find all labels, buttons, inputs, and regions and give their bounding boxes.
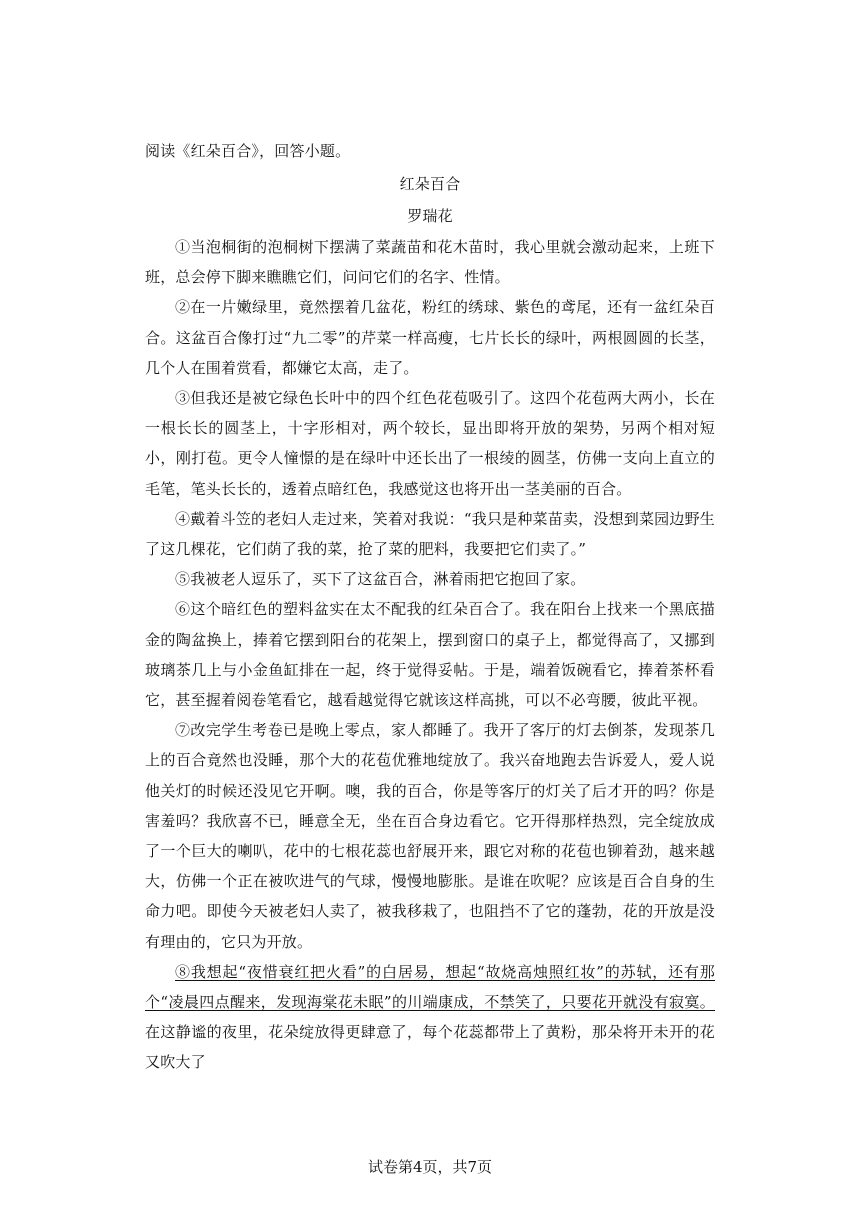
page-footer: 试卷第4页，共7页 bbox=[367, 1158, 493, 1176]
paragraph-4: ④戴着斗笠的老妇人走过来，笑着对我说：“我只是种菜苗卖，没想到菜园边野生了这几棵花，它们荫了我的菜，抢了菜的肥料，我要把它们卖了。” bbox=[145, 509, 715, 559]
reading-passage bbox=[145, 136, 715, 1078]
article-title: 红朵百合 bbox=[399, 175, 461, 193]
paragraph-7: ⑦改完学生考卷已是晚上零点，家人都睡了。我开了客厅的灯去倒茶，发现茶几上的百合竟然也没睡，那个大的花苞优雅地绽放了。我兴奋地跑去告诉爱人，爱人说他关灯的时候还没见它开啊。噢，我的百合，你是等客厅的灯关了后才开的吗？你是害羞吗？我欣喜不已，睡意全无，坐在百合身边看它。它开得那样热烈，完全绽放成了一个巨大的喇叭，花中的七根花蕊也舒展开来，跟它对称的花苞也铆着劲，越来越大，仿佛一个正在被吹进气的气球，慢慢地膨胀。是谁在吹呢？应该是百合自身的生命力吧。即使今天被老妇人卖了，被我移栽了，也阻挡不了它的蓬勃，花的开放是没有理由的，它只为开放。 bbox=[145, 721, 715, 951]
paragraph-8 bbox=[145, 957, 715, 1078]
paragraph-8-rest: 在这静谧的夜里，花朵绽放得更肆意了，每个花蕊都带上了黄粉，那朵将开未开的花又吹大了 bbox=[145, 1023, 715, 1072]
paragraph-1: ①当泡桐街的泡桐树下摆满了菜蔬苗和花木苗时，我心里就会激动起来，上班下班，总会停下脚来瞧瞧它们，问问它们的名字、性情。 bbox=[145, 238, 715, 287]
paragraph-6: ⑥这个暗红色的塑料盆实在太不配我的红朵百合了。我在阳台上找来一个黑底描金的陶盆换上，捧着它摆到阳台的花架上，摆到窗口的桌子上，都觉得高了，又挪到玻璃茶几上与小金鱼缸排在一起，终于觉得妥帖。于是，端着饭碗看它，捧着茶杯看它，甚至握着阅卷笔看它，越看越觉得它就该这样高挑，可以不必弯腰，彼此平视。 bbox=[145, 600, 715, 710]
paragraph-2: ②在一片嫩绿里，竟然摆着几盆花，粉红的绣球、紫色的鸢尾，还有一盆红朵百合。这盆百合像打过“九二零”的芹菜一样高瘦，七片长长的绿叶，两根圆圆的长茎，几个人在围着赏看，都嫌它太高，走了。 bbox=[145, 298, 715, 377]
question-intro: 阅读《红朵百合》，回答小题。 bbox=[145, 142, 351, 160]
paragraph-5: ⑤我被老人逗乐了，买下了这盆百合，淋着雨把它抱回了家。 bbox=[175, 570, 586, 589]
article-author: 罗瑞花 bbox=[407, 207, 453, 225]
underlined-sentence: ⑧我想起“夜惜衰红把火看”的白居易，想起“故烧高烛照红妆”的苏轼，还有那个“凌晨四点醒来，发现海棠花未眠”的川端康成，不禁笑了，只要花开就没有寂寞。 bbox=[145, 962, 715, 1012]
paragraph-3: ③但我还是被它绿色长叶中的四个红色花苞吸引了。这四个花苞两大两小，长在一根长长的圆茎上，十字形相对，两个较长，显出即将开放的架势，另两个相对短小，刚打苞。更令人憧憬的是在绿叶中还长出了一根绫的圆茎，仿佛一支向上直立的毛笔，笔头长长的，透着点暗红色，我感觉这也将开出一茎美丽的百合。 bbox=[145, 389, 715, 498]
